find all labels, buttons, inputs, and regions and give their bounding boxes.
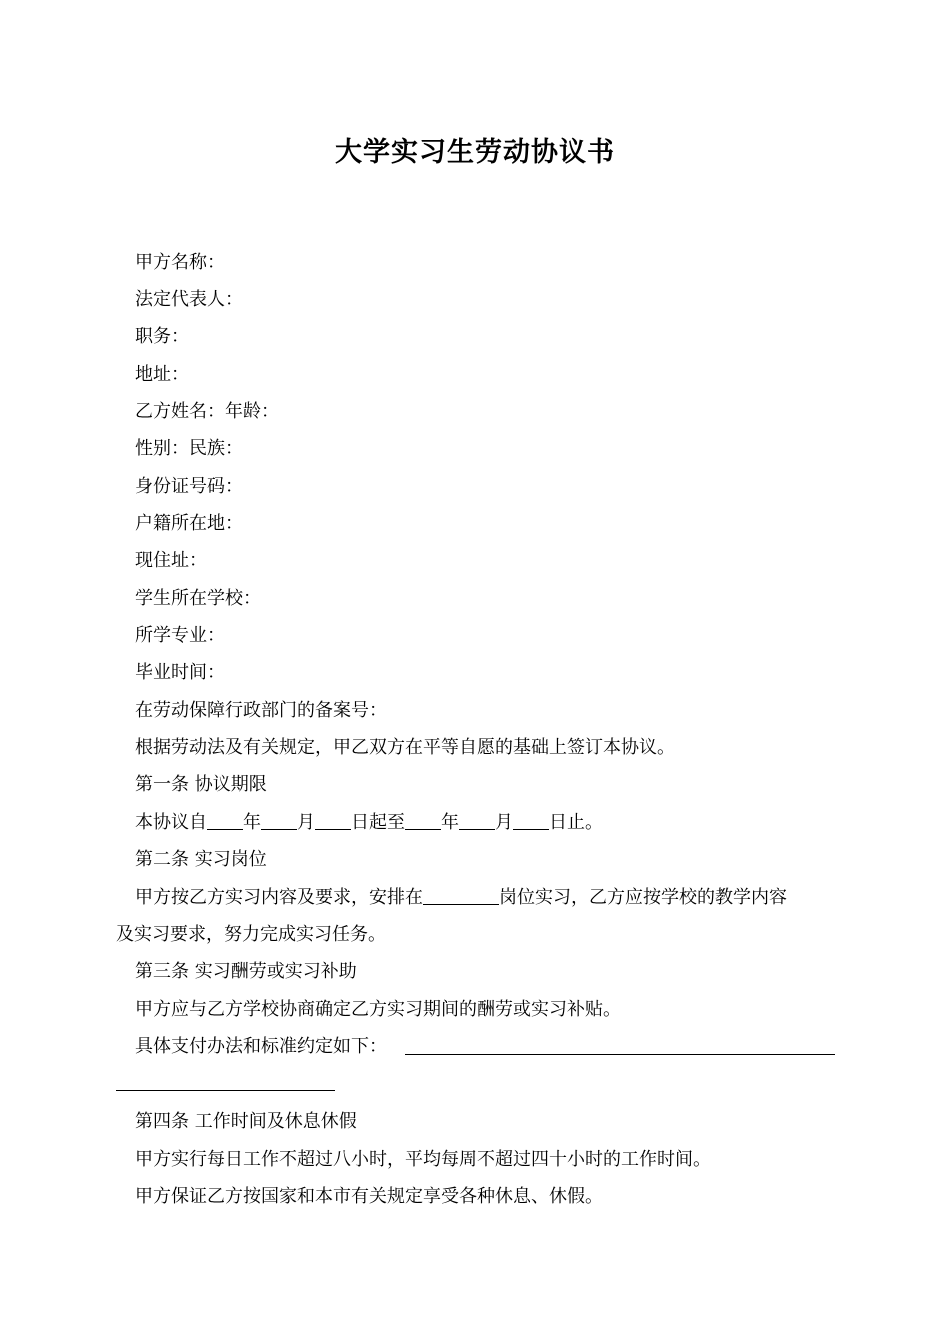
article-3-text-1: 甲方应与乙方学校协商确定乙方实习期间的酬劳或实习补贴。	[135, 999, 621, 1020]
term-text: 年	[441, 812, 459, 833]
article-1-heading: 第一条 协议期限	[135, 774, 267, 795]
term-text: 本协议自	[135, 812, 207, 833]
term-text: 日起至	[351, 812, 405, 833]
article-4-text-1: 甲方实行每日工作不超过八小时，平均每周不超过四十小时的工作时间。	[135, 1149, 711, 1170]
field-gender-ethnicity: 性别：民族：	[135, 438, 243, 459]
article-2-heading: 第二条 实习岗位	[135, 849, 267, 870]
field-graduation-time: 毕业时间：	[135, 662, 225, 683]
article-2-line-2: 及实习要求，努力完成实习任务。	[116, 924, 386, 945]
field-party-a-name: 甲方名称：	[135, 252, 225, 273]
intro-paragraph: 根据劳动法及有关规定，甲乙双方在平等自愿的基础上签订本协议。	[135, 737, 675, 758]
field-household-registration: 户籍所在地：	[135, 513, 243, 534]
article-2-text: 岗位实习，乙方应按学校的教学内容	[499, 887, 787, 908]
blank-position[interactable]	[423, 886, 499, 905]
blank-end-day[interactable]	[513, 811, 549, 830]
document-title: 大学实习生劳动协议书	[335, 137, 615, 168]
blank-payment-terms-1[interactable]	[405, 1054, 835, 1055]
field-position: 职务：	[135, 326, 189, 347]
article-2-line-1	[135, 885, 845, 911]
blank-start-year[interactable]	[207, 811, 243, 830]
blank-start-day[interactable]	[315, 811, 351, 830]
term-text: 月	[297, 812, 315, 833]
field-party-b-name-age: 乙方姓名：年龄：	[135, 401, 279, 422]
article-4-heading: 第四条 工作时间及休息休假	[135, 1111, 357, 1132]
blank-payment-terms-2[interactable]	[116, 1090, 335, 1091]
field-id-number: 身份证号码：	[135, 476, 243, 497]
article-3-text-2: 具体支付办法和标准约定如下：	[135, 1036, 387, 1057]
article-1-term-line	[135, 810, 603, 836]
field-school: 学生所在学校：	[135, 588, 261, 609]
term-text: 月	[495, 812, 513, 833]
field-major: 所学专业：	[135, 625, 225, 646]
field-legal-representative: 法定代表人：	[135, 289, 243, 310]
article-2-text: 甲方按乙方实习内容及要求，安排在	[135, 887, 423, 908]
blank-end-year[interactable]	[405, 811, 441, 830]
field-address: 地址：	[135, 364, 189, 385]
blank-end-month[interactable]	[459, 811, 495, 830]
blank-start-month[interactable]	[261, 811, 297, 830]
field-filing-number: 在劳动保障行政部门的备案号：	[135, 700, 387, 721]
term-text: 年	[243, 812, 261, 833]
article-3-heading: 第三条 实习酬劳或实习补助	[135, 961, 357, 982]
article-4-text-2: 甲方保证乙方按国家和本市有关规定享受各种休息、休假。	[135, 1186, 603, 1207]
term-text: 日止。	[549, 812, 603, 833]
field-current-address: 现住址：	[135, 550, 207, 571]
